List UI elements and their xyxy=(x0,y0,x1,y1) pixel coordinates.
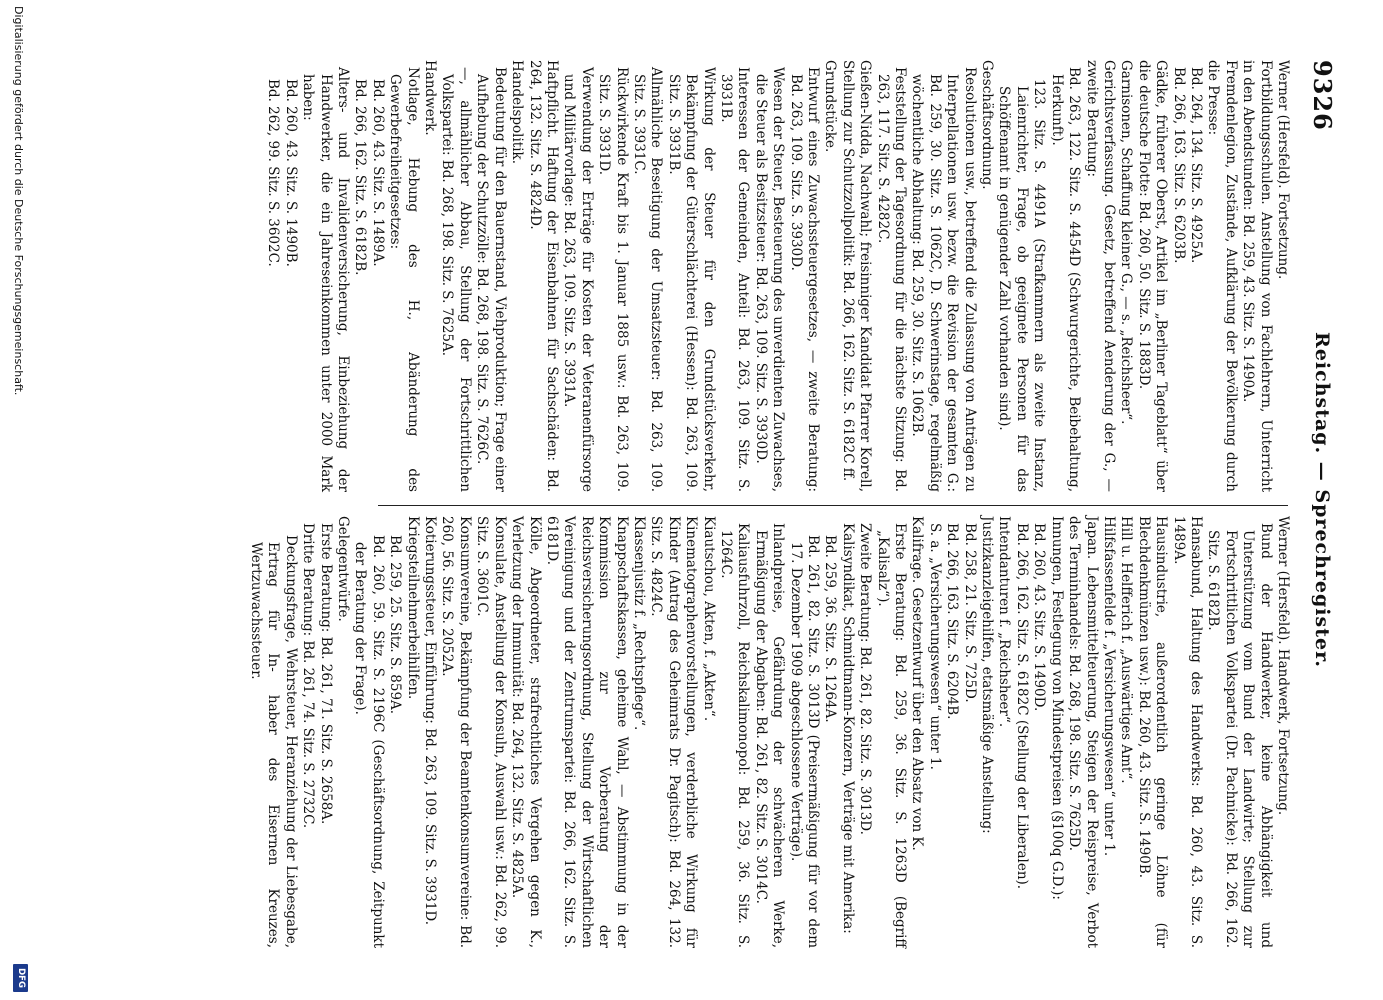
register-entry: Gerichtsverfassung. Gesetz, betreffend Aenderung der G., — zweite Beratung: xyxy=(1083,60,1117,492)
dfg-logo: DFG xyxy=(13,964,28,992)
register-subentry: Wirkung der Steuer für den Grundstücksverkehr, Bekämpfung der Güterschlächterei (Hessen): Bd. 263, 109. Sitz. S. 3931B. xyxy=(665,67,717,492)
register-subentry: Entwurf eines Zuwachssteuergesetzes, — zweite Beratung: Bd. 263, 109. Sitz. S. 3930D. xyxy=(787,67,822,492)
register-subentry: Wesen der Steuer, Besteuerung des unverdienten Zuwachses, die Steuer als Besitzsteuer: Bd. 263, 109. Sitz. S. 3930D. xyxy=(752,67,787,492)
register-subentry: Alters- und Invalidenversicherung, Einbeziehung der Handwerker, die ein Jahreseinkommen unter 2000 Mark haben: xyxy=(300,67,352,492)
register-entry: Gießen-Nidda, Nachwahl; freisinniger Kandidat Pfarrer Korell, Stellung zur Schutzzollpolitik: Bd. 266, 162. Sitz. S. 6182C ff. xyxy=(839,60,874,492)
register-subentry: Bd. 259, 25. Sitz. S. 859A. xyxy=(387,535,404,715)
register-entry: Klassenjustiz f. „Rechtspflege“. xyxy=(630,516,647,731)
register-entry: Kinematographenvorstellungen, verderbliche Wirkung für Kinder (Antrag des Geheimrats Dr. Pagitsch): Bd. 264, 132. Sitz. S. 4824C. xyxy=(648,516,700,948)
register-subentry: Bd. 263, 122. Sitz. S. 4454D (Schwurgerichte, Beibehaltung, Herkunft). xyxy=(1048,67,1083,492)
register-entry: Konsumvereine, Bekämpfung der Beamtenkonsumvereine: Bd. 260, 56. Sitz. S. 2052A. xyxy=(439,516,473,948)
register-entry: Haftpflicht. Haftung der Eisenbahnen für Sachschäden: Bd. 264, 132. Sitz. S. 4824D. xyxy=(526,60,560,492)
register-subentry: Feststellung der Tagesordnung für die nächste Sitzung: Bd. 263, 117. Sitz. S. 4282C. xyxy=(874,67,909,492)
register-subentry: 123. Sitz. S. 4491A (Strafkammern als zweite Instanz, Laienrichter, Frage, ob geeignete Personen für das Schöffenamt in genügender Zahl vorhanden sind). xyxy=(996,79,1048,492)
register-subentry: Bd. 261, 82. Sitz. S. 3013D (Preisermäßigung für vor dem 17. Dezember 1909 abgeschlossene Verträge). xyxy=(787,535,822,948)
register-subentry: Bd. 266, 163. Sitz. S. 6203B. xyxy=(1170,67,1187,264)
register-subentry: Bd. 260, 43. Sitz. S. 1489A. xyxy=(369,79,386,267)
register-subentry: Verwendung der Erträge für Kosten der Veteranenfürsorge und Militärvorlage: Bd. 263, 109. Sitz. S. 3931A. xyxy=(561,67,595,492)
register-subentry: Resolutionen usw., betreffend die Zulassung von Anträgen zu Interpellationen usw. bezw. die Revision der gesamten G.: Bd. 259, 30. Sitz. S. 1062C, D. Schwerinstage, regelmäßig wöchentliche Abhaltung: Bd. 259, 30. Sitz. S. 1062B. xyxy=(909,67,978,492)
register-entry: Innungen, Festlegung von Mindestpreisen (§100q G.D.): xyxy=(1048,516,1065,900)
left-column xyxy=(264,60,1291,492)
register-entry: Werner (Hersfeld). Handwerk, Fortsetzung. xyxy=(1275,516,1291,816)
register-entry: Gädke, früherer Oberst, Artikel im „Berliner Tageblatt“ über die deutsche Flotte: Bd. 260, 50. Sitz. S. 1883D. xyxy=(1135,60,1170,492)
register-entry: Justizkanzleigehilfen, etatsmäßige Anstellung: xyxy=(979,516,996,834)
register-entry: Garnisonen, Schaffung kleiner G., — s. „Reichsheer“. xyxy=(1118,60,1135,425)
register-subentry: Notlage, Hebung des H., Abänderung des Gewerbefreiheitgesetzes: xyxy=(387,67,421,492)
register-entry: Hausindustrie, außerordentlich geringe Löhne (für Blechdenkmünzen usw.): Bd. 260, 43. Sitz. S. 1490B. xyxy=(1135,516,1170,948)
register-subentry: Bd. 258, 21. Sitz. S. 725D. xyxy=(961,523,978,703)
register-subentry: Bd. 266, 162. Sitz. S. 6182C (Stellung der Liberalen). xyxy=(1013,523,1030,890)
register-subentry: Inlandpreise, Gefährdung der schwächeren Werke, Ermäßigung der Abgaben: Bd. 261, 82. Sitz. S. 3014C. xyxy=(752,523,787,948)
register-entry: Hilfsfassenfelde f. „Versicherungswesen“ unter 1. xyxy=(1100,516,1117,857)
register-subentry: Kalisyndikat, Schmidtmann-Konzern, Verträge mit Amerika: xyxy=(839,523,856,934)
register-entry: Hill u. Helfferich f. „Auswärtiges Amt“. xyxy=(1118,516,1135,784)
register-entry: Gelegentwürfe. xyxy=(335,516,352,622)
register-subentry: Bedeutung für den Bauernstand, Viehproduktion; Frage einer Aufhebung der Schutzzölle: Bd. 268, 198. Sitz. S. 7626C. xyxy=(474,67,508,492)
register-entry: Hansabund, Haltung des Handwerks: Bd. 260, 43. Sitz. S. 1489A. xyxy=(1170,516,1204,948)
register-entry: Kölle, Abgeordneter, strafrechtliches Vergehen gegen K., Verletzung der Immunität: Bd. 264, 132. Sitz. S. 4825A. xyxy=(509,516,543,948)
register-entry: Intendanturen f. „Reichsheer“. xyxy=(996,516,1013,728)
page-number: 9326 xyxy=(1308,60,1337,131)
register-subentry: Interessen der Gemeinden, Anteil: Bd. 263, 109. Sitz. S. 3931B. xyxy=(718,67,752,492)
register-subentry: Bd. 264, 134. Sitz. S. 4925A. xyxy=(1187,67,1204,264)
page-header xyxy=(1297,60,1337,940)
register-subentry: —, allmählicher Abbau, Stellung der Fortschrittlichen Volkspartei: Bd. 268, 198. Sitz. S. 7625A. xyxy=(439,67,473,492)
right-column xyxy=(247,516,1291,948)
register-entry: Fremdenlegion, Zustände, Aufklärung der Bevölkerung durch die Presse: xyxy=(1205,60,1239,492)
register-entry: Kriegsteilnehmerbeihilfen. xyxy=(404,516,421,700)
register-subentry: S. a. „Versicherungswesen“ unter 1. xyxy=(926,523,943,770)
register-entry: Kotierungssteuer, Einführung: Bd. 263, 109. Sitz. S. 3931D. xyxy=(422,516,439,926)
digitization-footer xyxy=(5,0,29,1000)
register-subentry: Bd. 260, 59. Sitz. S. 2196C (Geschäftsordnung, Zeitpunkt der Beratung der Frage). xyxy=(352,535,386,948)
register-subentry: Deckungsfrage, Wehrsteuer, Heranziehung der Liebesgabe, Ertrag für In- haber des Eisernen Kreuzes, Wertzuwachssteuer. xyxy=(248,535,299,948)
register-subentry: Bd. 259, 36. Sitz. S. 1264A. xyxy=(822,535,839,723)
register-subentry: Bd. 266, 162. Sitz. S. 6182B. xyxy=(352,79,369,276)
register-entry: Knappschaftskassen, geheime Wahl, — Abstimmung in der Kommission zur Vorberatung der Reichsversicherungsordnung, Stellung der Wirtschaftlichen Vereinigung und der Zentrumspartei: Bd. 266, 162. Sitz. S. 6181D. xyxy=(543,516,630,948)
register-subentry: Erste Beratung: Bd. 259, 36. Sitz. S. 1263D (Begriff „Kalisalz“). xyxy=(874,523,909,948)
register-subentry: Bd. 260, 43. Sitz. S. 1490D. xyxy=(1031,523,1048,712)
register-subentry: Erste Beratung: Bd. 261, 71. Sitz. S. 2658A. xyxy=(317,523,334,825)
register-subentry: Kaliausfuhrzoll, Reichskalimonopol: Bd. 259, 36. Sitz. S. 1264C. xyxy=(718,523,752,948)
column-divider xyxy=(378,505,1288,506)
register-entry: Handelspolitik. xyxy=(509,60,526,165)
digitization-note: Digitalisierung gefördert durch die Deutsche Forschungsgemeinschaft. xyxy=(12,6,25,396)
register-subentry: Bund der Handwerker, keine Abhängigkeit und Unterstützung vom Bund der Landwirte; Stellung zur Fortschrittlichen Volkspartei (Dr. Pachnicke): Bd. 266, 162. Sitz. S. 6182B. xyxy=(1205,523,1274,948)
register-subentry: Bd. 266, 163. Sitz. S. 6204B. xyxy=(944,523,961,720)
register-subentry: Dritte Beratung: Bd. 261, 74. Sitz. S. 2732C. xyxy=(300,523,317,829)
register-subentry: Allmähliche Beseitigung der Umsatzsteuer: Bd. 263, 109. Sitz. S. 3931C. xyxy=(630,67,665,492)
register-entry: Konsulate, Anstellung der Konsuln, Auswahl usw.: Bd. 262, 99. Sitz. S. 3601C. xyxy=(474,516,508,948)
register-entry: Grundstücke. xyxy=(822,60,839,153)
register-entry: Japan. Lebensmittelteuerung, Steigen der Reispreise, Verbot des Terminhandels: Bd. 268, 198. Sitz. S. 7625D. xyxy=(1066,516,1100,948)
register-subentry: Rückwirkende Kraft bis 1. Januar 1885 usw.: Bd. 263, 109. Sitz. S. 3931D. xyxy=(596,67,630,492)
register-entry: Fortbildungsschulen. Anstellung von Fachlehrern, Unterricht in den Abendstunden: Bd. 259, 43. Sitz. S. 1490A. xyxy=(1240,60,1274,492)
register-subentry: Zweite Beratung: Bd. 261, 82. Sitz. S. 3013D. xyxy=(857,523,874,835)
register-entry: Handwerk. xyxy=(422,60,439,136)
register-subentry: Bd. 260, 43. Sitz. S. 1490B. xyxy=(282,79,299,267)
register-entry: Geschäftsordnung. xyxy=(979,60,996,190)
register-subentry: Bd. 262, 99. Sitz. S. 3602C. xyxy=(265,79,282,267)
register-entry: Kiautschou, Akten, f. „Akten“. xyxy=(700,516,717,722)
register-entry: Werner (Hersfeld). Fortsetzung. xyxy=(1275,60,1291,280)
register-entry: Kalifrage. Gesetzentwurf über den Absatz von K. xyxy=(909,516,926,851)
running-title: Reichstag. — Sprechregister. xyxy=(1311,332,1333,668)
